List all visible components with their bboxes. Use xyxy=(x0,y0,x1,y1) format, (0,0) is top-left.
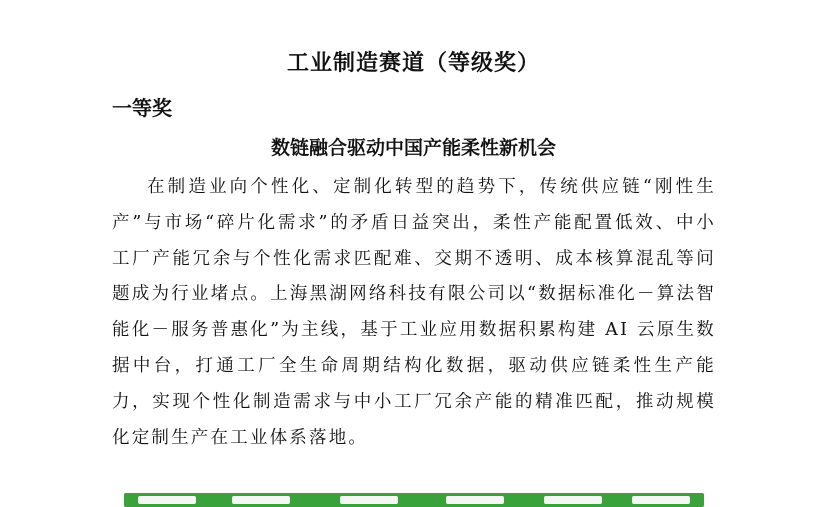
figure-box xyxy=(632,496,690,504)
figure-box xyxy=(138,496,196,504)
figure-box xyxy=(446,496,504,504)
figure-box xyxy=(232,496,290,504)
article-title: 数链融合驱动中国产能柔性新机会 xyxy=(270,137,556,159)
figure-preview xyxy=(124,493,704,507)
page-title: 工业制造赛道（等级奖） xyxy=(286,51,540,76)
figure-box xyxy=(544,496,602,504)
award-level-heading: 一等奖 xyxy=(112,96,172,120)
figure-box xyxy=(340,496,398,504)
article-paragraph: 在制造业向个性化、定制化转型的趋势下，传统供应链“刚性生产”与市场“碎片化需求”的矛盾日益突出，柔性产能配置低效、中小工厂产能冗余与个性化需求匹配难、交期不透明、成本核算混乱等问题成为行业堵点。上海黑湖网络科技有限公司以“数据标准化－算法智能化－服务普惠化”为主线，基于工业应用数据积累构建 AI 云原生数据中台，打通工厂全生命周期结构化数据，驱动供应链柔性生产能力，实现个性化制造需求与中小工厂冗余产能的精准匹配，推动规模化定制生产在工业体系落地。 xyxy=(112,177,716,448)
